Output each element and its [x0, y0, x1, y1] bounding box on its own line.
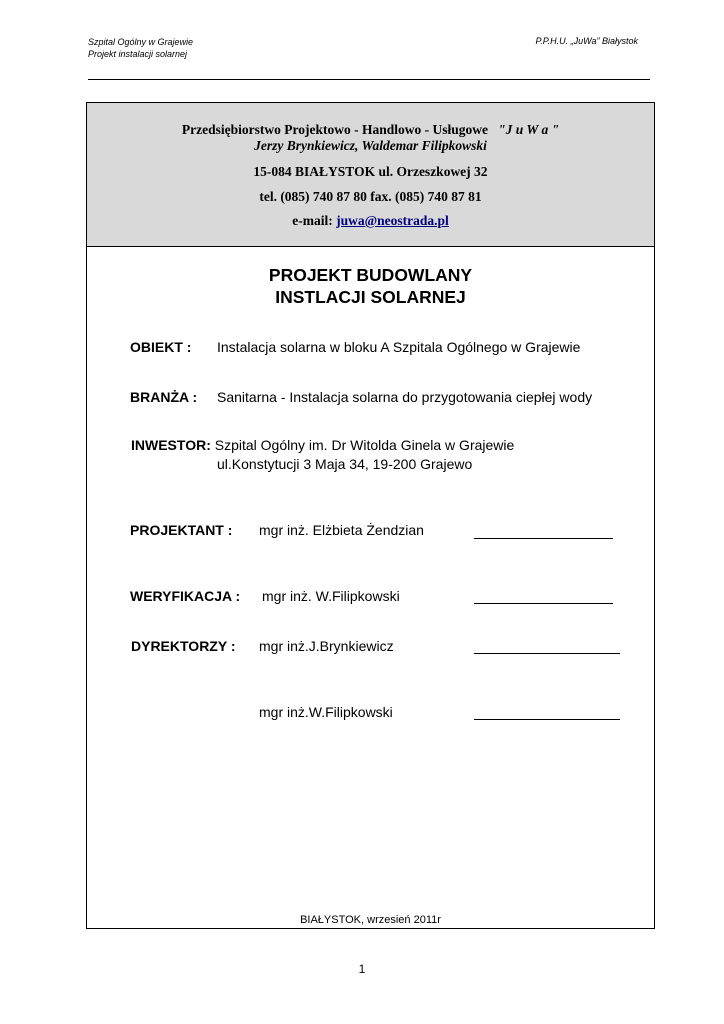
dyrektor-1-signature-line	[474, 653, 620, 654]
branza-label: BRANŻA :	[130, 389, 198, 405]
header-project: Projekt instalacji solarnej	[88, 49, 188, 59]
doc-title-line2: INSTLACJI SOLARNEJ	[275, 287, 466, 307]
running-header-right: P.P.H.U. „JuWa” Białystok	[535, 36, 638, 46]
dyrektor-2-signature-line	[474, 719, 620, 720]
inwestor-value1: Szpital Ogólny im. Dr Witolda Ginela w Grajewie	[214, 437, 515, 453]
inwestor-value2: ul.Konstytucji 3 Maja 34, 19-200 Grajewo	[217, 456, 473, 472]
dyrektorzy-label: DYREKTORZY :	[131, 638, 236, 654]
branza-value: Sanitarna - Instalacja solarna do przygotowania ciepłej wody	[217, 389, 593, 405]
title-page-frame	[86, 102, 655, 929]
header-rule	[88, 79, 650, 80]
company-line1	[87, 122, 654, 138]
company-owners: Jerzy Brynkiewicz, Waldemar Filipkowski	[254, 138, 487, 153]
company-address: 15-084 BIAŁYSTOK ul. Orzeszkowej 32	[253, 164, 488, 179]
company-name: "J u W a "	[498, 122, 560, 137]
inwestor-row	[131, 437, 514, 453]
place-date: BIAŁYSTOK, wrzesień 2011r	[300, 914, 441, 926]
weryfikacja-label: WERYFIKACJA :	[130, 588, 241, 604]
email-label: e-mail:	[292, 213, 333, 228]
inwestor-label: INWESTOR:	[131, 437, 211, 453]
company-type: Przedsiębiorstwo Projektowo - Handlowo - Usługowe	[181, 122, 488, 137]
projektant-signature-line	[474, 538, 613, 539]
obiekt-value: Instalacja solarna w bloku A Szpitala Ogólnego w Grajewie	[217, 339, 581, 355]
doc-title-line1: PROJEKT BUDOWLANY	[268, 265, 473, 285]
weryfikacja-name: mgr inż. W.Filipkowski	[262, 588, 400, 604]
company-phone: tel. (085) 740 87 80 fax. (085) 740 87 81	[259, 189, 482, 204]
header-hospital: Szpital Ogólny w Grajewie	[88, 37, 194, 47]
dyrektor-name-1: mgr inż.J.Brynkiewicz	[259, 638, 394, 654]
weryfikacja-signature-line	[474, 603, 613, 604]
branza-row	[130, 389, 197, 405]
projektant-name: mgr inż. Elżbieta Żendzian	[259, 522, 424, 538]
projektant-label: PROJEKTANT :	[130, 522, 233, 538]
company-box	[87, 103, 654, 247]
running-header-left	[88, 36, 193, 60]
dyrektor-name-2: mgr inż.W.Filipkowski	[259, 704, 393, 720]
company-email-line	[87, 213, 654, 229]
obiekt-label: OBIEKT :	[130, 339, 192, 355]
page-number: 1	[358, 962, 366, 976]
email-link[interactable]: juwa@neostrada.pl	[336, 213, 449, 228]
obiekt-row	[130, 339, 191, 355]
